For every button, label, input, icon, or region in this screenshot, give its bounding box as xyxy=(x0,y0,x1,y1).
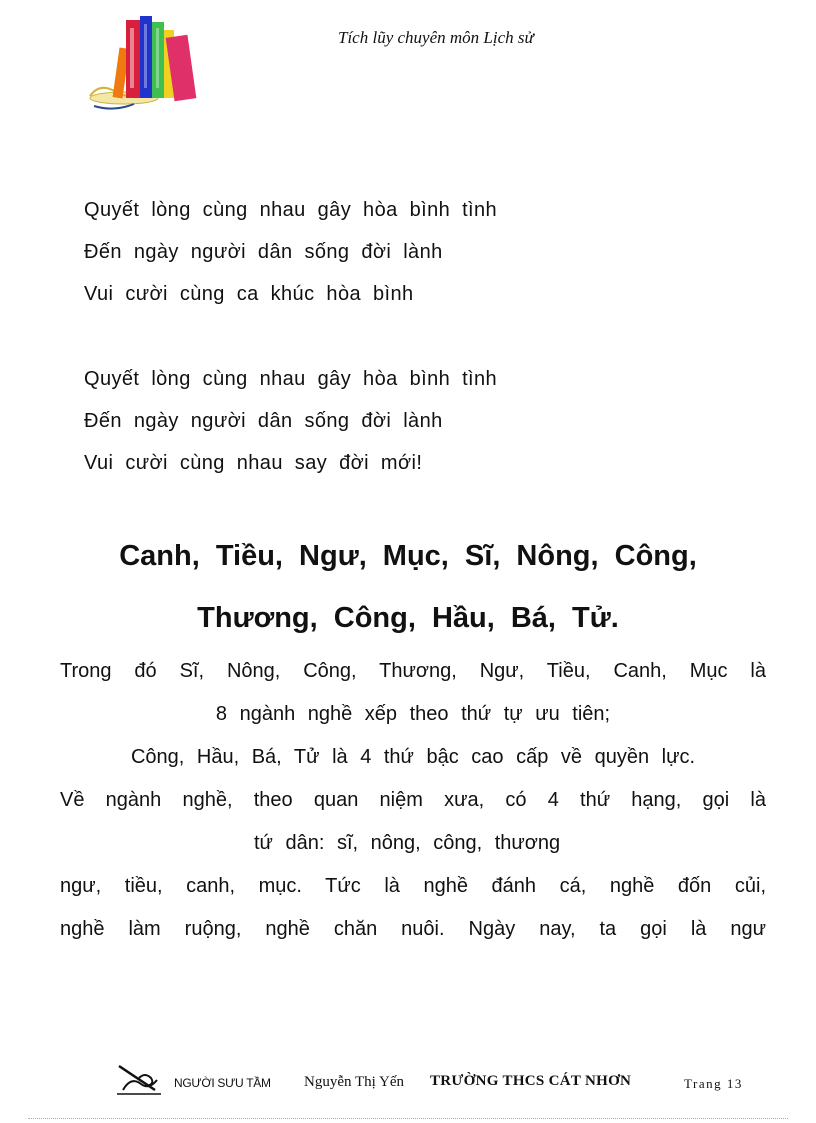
poem-line: Vui cười cùng ca khúc hòa bình xyxy=(84,283,414,305)
page-footer xyxy=(0,1060,816,1100)
poem-stanza-2 xyxy=(84,358,497,484)
poem-line: Vui cười cùng nhau say đời mới! xyxy=(84,452,423,474)
body-line: 8 ngành nghề xếp theo thứ tự ưu tiên; xyxy=(215,703,611,725)
page-number: Trang 13 xyxy=(684,1076,743,1091)
body-line: Về ngành nghề, theo quan niệm xưa, có 4 thứ hạng, gọi là xyxy=(60,789,766,811)
footer-divider xyxy=(28,1118,788,1119)
body-line: Trong đó Sĩ, Nông, Công, Thương, Ngư, Tiều, Canh, Mục là xyxy=(60,660,766,682)
poem-line: Quyết lòng cùng nhau gây hòa bình tình xyxy=(84,199,498,221)
body-line: ngư, tiều, canh, mục. Tức là nghề đánh cá, nghề đốn củi, xyxy=(60,875,766,897)
body-text xyxy=(60,650,766,951)
poem-line: Đến ngày người dân sống đời lành xyxy=(84,241,443,263)
footer-author: Nguyễn Thị Yến xyxy=(304,1074,404,1090)
books-icon xyxy=(84,14,209,114)
pen-signature-icon xyxy=(115,1060,163,1096)
header-title: Tích lũy chuyên môn Lịch sử xyxy=(338,28,534,47)
body-line: nghề làm ruộng, nghề chăn nuôi. Ngày nay, ta gọi là ngư xyxy=(60,918,766,940)
poem-stanza-1 xyxy=(84,189,497,315)
section-heading-line-2: Thương, Công, Hầu, Bá, Tử. xyxy=(197,602,619,634)
poem-line: Quyết lòng cùng nhau gây hòa bình tình xyxy=(84,368,498,390)
section-heading-line-1: Canh, Tiều, Ngư, Mục, Sĩ, Nông, Công, xyxy=(119,540,697,572)
body-line: tứ dân: sĩ, nông, công, thương xyxy=(254,832,561,854)
footer-school: TRƯỜNG THCS CÁT NHƠN xyxy=(430,1073,632,1089)
body-line: Công, Hầu, Bá, Tử là 4 thứ bậc cao cấp về quyền lực. xyxy=(130,746,696,768)
poem-line: Đến ngày người dân sống đời lành xyxy=(84,410,443,432)
footer-collector: NGƯỜI SƯU TẦM xyxy=(174,1076,271,1090)
